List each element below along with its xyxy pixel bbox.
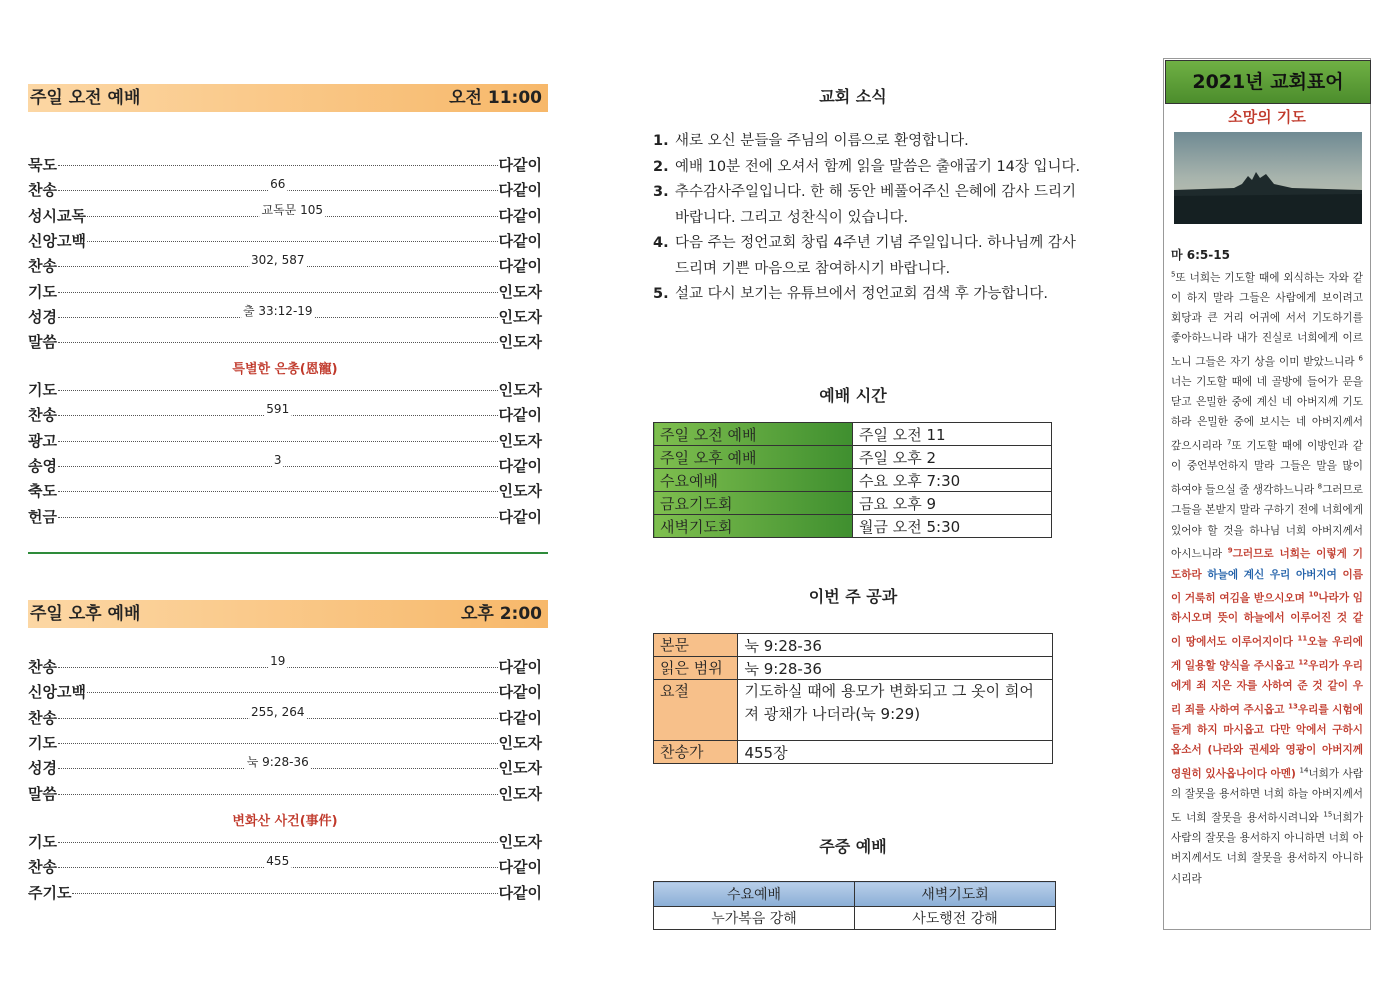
news-item (653, 231, 1093, 282)
lesson-row (654, 741, 1053, 764)
verse-text: 또 너희는 기도할 때에 외식하는 자와 같이 하지 말라 그들은 사람에게 보이려고 회당과 큰 거리 어귀에 서서 기도하기를 좋아하느니라 내가 진실로 너희에게 이르노니 그들은 자기 상을 이미 받았느니라 (1171, 271, 1363, 368)
lesson-table (653, 633, 1053, 764)
order-row (28, 506, 542, 528)
news-item-number: 1. (653, 133, 669, 149)
verse-number: 7 (1226, 438, 1232, 447)
schedule-row (654, 469, 1052, 492)
order-item-leader: 다같이 (498, 708, 542, 727)
order-item-name: 말씀 (28, 333, 57, 352)
verse-text: 너희가 사람의 잘못을 용서하지 아니하면 너희 아버지께서도 너희 잘못을 용서하지 아니하시리라 (1171, 811, 1363, 885)
order-item-name: 성시교독 (28, 206, 86, 225)
verse-number: 9 (1227, 546, 1233, 555)
order-item-leader: 다같이 (498, 858, 542, 877)
order-item-leader: 다같이 (498, 456, 542, 475)
dot-leader (58, 841, 498, 843)
order-item-name: 기도 (28, 833, 57, 851)
lesson-value: 455장 (738, 741, 1053, 764)
order-item-leader: 인도자 (498, 381, 542, 399)
motto-scripture-text (1171, 264, 1363, 889)
verse-text: 그러므로 그들을 본받지 말라 구하기 전에 너희에게 있어야 할 것을 하나님 너희 아버지께서 아시느니라 (1171, 484, 1363, 561)
dot-leader (58, 854, 498, 869)
dot-leader (58, 755, 498, 770)
verse-number: 13 (1288, 702, 1298, 711)
news-item-number: 2. (653, 158, 669, 175)
dot-leader (58, 793, 498, 795)
afternoon-service-title: 주일 오후 예배 (30, 604, 141, 624)
dot-leader (58, 440, 498, 442)
scripture-verse (1207, 569, 1342, 581)
dot-leader (58, 654, 498, 668)
order-item-name: 찬송 (28, 858, 57, 877)
lesson-value: 기도하실 때에 용모가 변화되고 그 옷이 희어져 광채가 나더라(눅 9:29) (738, 680, 1053, 741)
dot-leader (58, 402, 498, 417)
dot-leader (58, 164, 498, 166)
schedule-title: 예배 시간 (819, 386, 887, 405)
dot-leader (58, 452, 498, 467)
news-item-text: 추수감사주일입니다. 한 해 동안 베풀어주신 은혜에 감사 드리기 바랍니다. 그리고 성찬식이 있습니다. (675, 184, 1077, 226)
news-item-text: 다음 주는 정언교회 창립 4주년 기념 주일입니다. 하나님께 감사 드리며 기쁜 마음으로 참여하시기 바랍니다. (675, 235, 1076, 277)
verse-number: 6 (1358, 354, 1363, 363)
afternoon-service-header (28, 600, 548, 628)
news-item-number: 4. (653, 235, 669, 251)
afternoon-sermon-title: 변화산 사건(事件) (232, 814, 338, 829)
news-item-text: 예배 10분 전에 오셔서 함께 읽을 말씀은 출애굽기 14장 입니다. (675, 158, 1081, 175)
dot-leader (58, 177, 498, 192)
news-item-number: 5. (653, 286, 669, 302)
news-item (653, 180, 1093, 231)
verse-number: 12 (1298, 658, 1309, 667)
schedule-table (653, 422, 1052, 538)
order-item-name: 찬송 (28, 181, 57, 200)
verse-text: 하늘에 계신 우리 아버지여 (1207, 568, 1343, 581)
verse-number: 11 (1297, 634, 1308, 643)
order-item-name: 송영 (28, 456, 57, 475)
dot-leader (58, 303, 498, 318)
verse-text: 너희가 사람의 잘못을 용서하면 너희 하늘 아버지께서도 너희 잘못을 용서하시려니와 (1171, 767, 1363, 824)
dot-leader (58, 490, 498, 492)
morning-service-header (28, 84, 548, 112)
verse-text: 우리를 시험에 들게 하지 마시옵고 다만 악에서 구하시옵소서 (나라와 권세와 영광이 아버지께 영원히 있사옵나이다 아멘) (1171, 703, 1363, 780)
order-item-leader: 다같이 (498, 231, 542, 250)
verse-number: 14 (1299, 766, 1309, 775)
morning-service-time: 오전 11:00 (449, 88, 542, 108)
news-item-text: 설교 다시 보기는 유튜브에서 정언교회 검색 후 가능합니다. (675, 286, 1049, 302)
schedule-time: 월금 오전 5:30 (853, 515, 1052, 538)
morning-service-title: 주일 오전 예배 (30, 88, 141, 108)
schedule-time: 주일 오후 2 (853, 446, 1052, 469)
dot-leader (87, 202, 498, 217)
order-item-leader: 인도자 (498, 333, 542, 352)
order-row (28, 452, 542, 477)
order-row (28, 303, 542, 328)
news-item-number: 3. (653, 184, 669, 200)
schedule-label: 금요기도회 (654, 492, 853, 515)
dot-leader (72, 892, 497, 894)
news-list (653, 129, 1093, 308)
dot-leader (87, 691, 498, 693)
verse-text: 나라가 임하시오며 뜻이 하늘에서 이루어진 것 같이 땅에서도 이루어지이다 (1171, 592, 1363, 649)
order-row (28, 856, 542, 878)
morning-sermon-title: 특별한 은총(恩寵) (232, 362, 338, 377)
order-row (28, 656, 542, 678)
order-item-leader: 다같이 (498, 406, 542, 425)
order-item-value: 눅 9:28-36 (245, 751, 311, 773)
order-item-leader: 인도자 (498, 482, 542, 501)
dot-leader (58, 742, 498, 744)
order-item-leader: 다같이 (498, 206, 542, 225)
order-item-name: 주기도 (28, 883, 72, 902)
order-item-name: 찬송 (28, 708, 57, 727)
order-item-name: 말씀 (28, 784, 57, 803)
schedule-label: 주일 오전 예배 (654, 423, 853, 446)
order-item-name: 기도 (28, 381, 57, 399)
order-item-name: 기도 (28, 282, 57, 301)
schedule-label: 수요예배 (654, 469, 853, 492)
midweek-table (653, 881, 1056, 930)
schedule-row (654, 515, 1052, 538)
order-item-name: 기도 (28, 733, 57, 752)
midweek-value-wednesday: 누가복음 강해 (654, 907, 855, 930)
motto-subtitle: 소망의 기도 (1228, 108, 1306, 126)
midweek-header-dawn: 새벽기도회 (855, 882, 1056, 907)
dot-leader (58, 704, 498, 719)
verse-number: 15 (1323, 810, 1333, 819)
dot-leader (58, 516, 498, 518)
dot-leader (58, 341, 498, 343)
order-row (28, 757, 542, 779)
schedule-row (654, 446, 1052, 469)
lesson-title: 이번 주 공과 (808, 587, 898, 606)
order-item-value: 455 (264, 850, 291, 872)
scripture-verse (1171, 356, 1363, 452)
order-row (28, 202, 542, 227)
verse-text: 너는 기도할 때에 네 골방에 들어가 문을 닫고 은밀한 중에 계신 네 아버지께 기도하라 은밀한 중에 보시는 네 아버지께서 갚으시리라 (1171, 376, 1363, 453)
order-item-value: 19 (268, 650, 287, 672)
lesson-label: 요절 (654, 680, 738, 741)
schedule-label: 주일 오후 예배 (654, 446, 853, 469)
order-item-leader: 인도자 (498, 431, 542, 450)
lesson-label: 찬송가 (654, 741, 738, 764)
lesson-row (654, 680, 1053, 741)
order-item-value: 302, 587 (249, 249, 306, 271)
lesson-label: 읽은 범위 (654, 657, 738, 680)
verse-text: 그러므로 너희는 이렇게 기도하라 (1171, 548, 1363, 581)
verse-text: 오늘 우리에게 일용할 양식을 주시옵고 (1171, 636, 1363, 672)
order-item-leader: 인도자 (498, 733, 542, 752)
order-item-name: 찬송 (28, 257, 57, 276)
order-row (28, 430, 542, 452)
verse-number: 5 (1171, 270, 1176, 278)
lesson-row (654, 634, 1053, 657)
order-item-name: 헌금 (28, 507, 57, 526)
order-item-name: 찬송 (28, 658, 57, 676)
order-item-leader: 다같이 (498, 658, 542, 676)
motto-header: 2021년 교회표어 (1165, 60, 1371, 104)
schedule-row (654, 492, 1052, 515)
order-item-leader: 인도자 (498, 307, 542, 326)
dot-leader (58, 253, 498, 268)
verse-number: 10 (1308, 590, 1319, 599)
order-item-leader: 다같이 (498, 683, 542, 702)
order-item-value: 3 (272, 449, 284, 471)
order-item-name: 성경 (28, 307, 57, 326)
order-item-name: 성경 (28, 759, 57, 778)
order-item-leader: 다같이 (498, 257, 542, 276)
order-item-leader: 다같이 (498, 156, 542, 174)
dot-leader (87, 240, 498, 242)
verse-number: 8 (1317, 482, 1323, 491)
order-item-leader: 인도자 (498, 784, 542, 803)
lesson-label: 본문 (654, 634, 738, 657)
midweek-value-dawn: 사도행전 강해 (855, 907, 1056, 930)
order-row (28, 704, 542, 729)
order-row (28, 783, 542, 805)
verse-text: 이름이 거룩히 여김을 받으시오며 (1171, 568, 1363, 605)
order-item-name: 축도 (28, 482, 57, 501)
order-row (28, 255, 542, 277)
scripture-verse (1171, 272, 1363, 368)
order-item-value: 교독문 105 (259, 199, 325, 221)
verse-text: 우리가 우리에게 죄 지은 자를 사하여 준 것 같이 우리 죄를 사하여 주시옵고 (1171, 659, 1363, 716)
schedule-label: 새벽기도회 (654, 515, 853, 538)
order-row (28, 404, 542, 426)
midweek-header-wednesday: 수요예배 (654, 882, 855, 907)
news-item (653, 282, 1093, 308)
dot-leader (58, 291, 498, 293)
verse-text: 또 기도할 때에 이방인과 같이 중언부언하지 말라 그들은 말을 많이 하여야 들으실 줄 생각하느니라 (1171, 440, 1363, 497)
order-item-leader: 인도자 (498, 282, 542, 301)
motto-scripture-reference: 마 6:5-15 (1171, 248, 1230, 262)
order-item-leader: 인도자 (498, 759, 542, 778)
order-row (28, 882, 542, 904)
order-item-name: 신앙고백 (28, 231, 86, 250)
order-item-name: 광고 (28, 431, 57, 450)
order-row (28, 480, 542, 502)
schedule-time: 금요 오후 9 (853, 492, 1052, 515)
lesson-value: 눅 9:28-36 (738, 657, 1053, 680)
lesson-value: 눅 9:28-36 (738, 634, 1053, 657)
order-item-value: 255, 264 (249, 701, 306, 723)
order-item-leader: 다같이 (498, 507, 542, 526)
order-item-leader: 다같이 (498, 883, 542, 902)
section-divider (28, 552, 548, 554)
lesson-row (654, 657, 1053, 680)
afternoon-service-time: 오후 2:00 (460, 604, 542, 624)
news-title: 교회 소식 (819, 87, 887, 106)
midweek-title: 주중 예배 (819, 837, 887, 856)
order-item-name: 신앙고백 (28, 683, 86, 702)
news-item (653, 155, 1093, 181)
schedule-time: 수요 오후 7:30 (853, 469, 1052, 492)
order-item-value: 591 (264, 398, 291, 420)
order-item-value: 66 (268, 173, 287, 195)
order-row (28, 331, 542, 353)
news-item (653, 129, 1093, 155)
order-item-value: 출 33:12-19 (241, 300, 315, 322)
news-item-text: 새로 오신 분들을 주님의 이름으로 환영합니다. (675, 133, 969, 149)
mountain-landscape-image (1174, 132, 1362, 224)
schedule-time: 주일 오전 11 (853, 423, 1052, 446)
order-item-leader: 다같이 (498, 181, 542, 200)
dot-leader (58, 389, 498, 391)
order-item-name: 찬송 (28, 406, 57, 425)
order-item-name: 묵도 (28, 156, 57, 174)
order-item-leader: 인도자 (498, 833, 542, 851)
schedule-row (654, 423, 1052, 446)
